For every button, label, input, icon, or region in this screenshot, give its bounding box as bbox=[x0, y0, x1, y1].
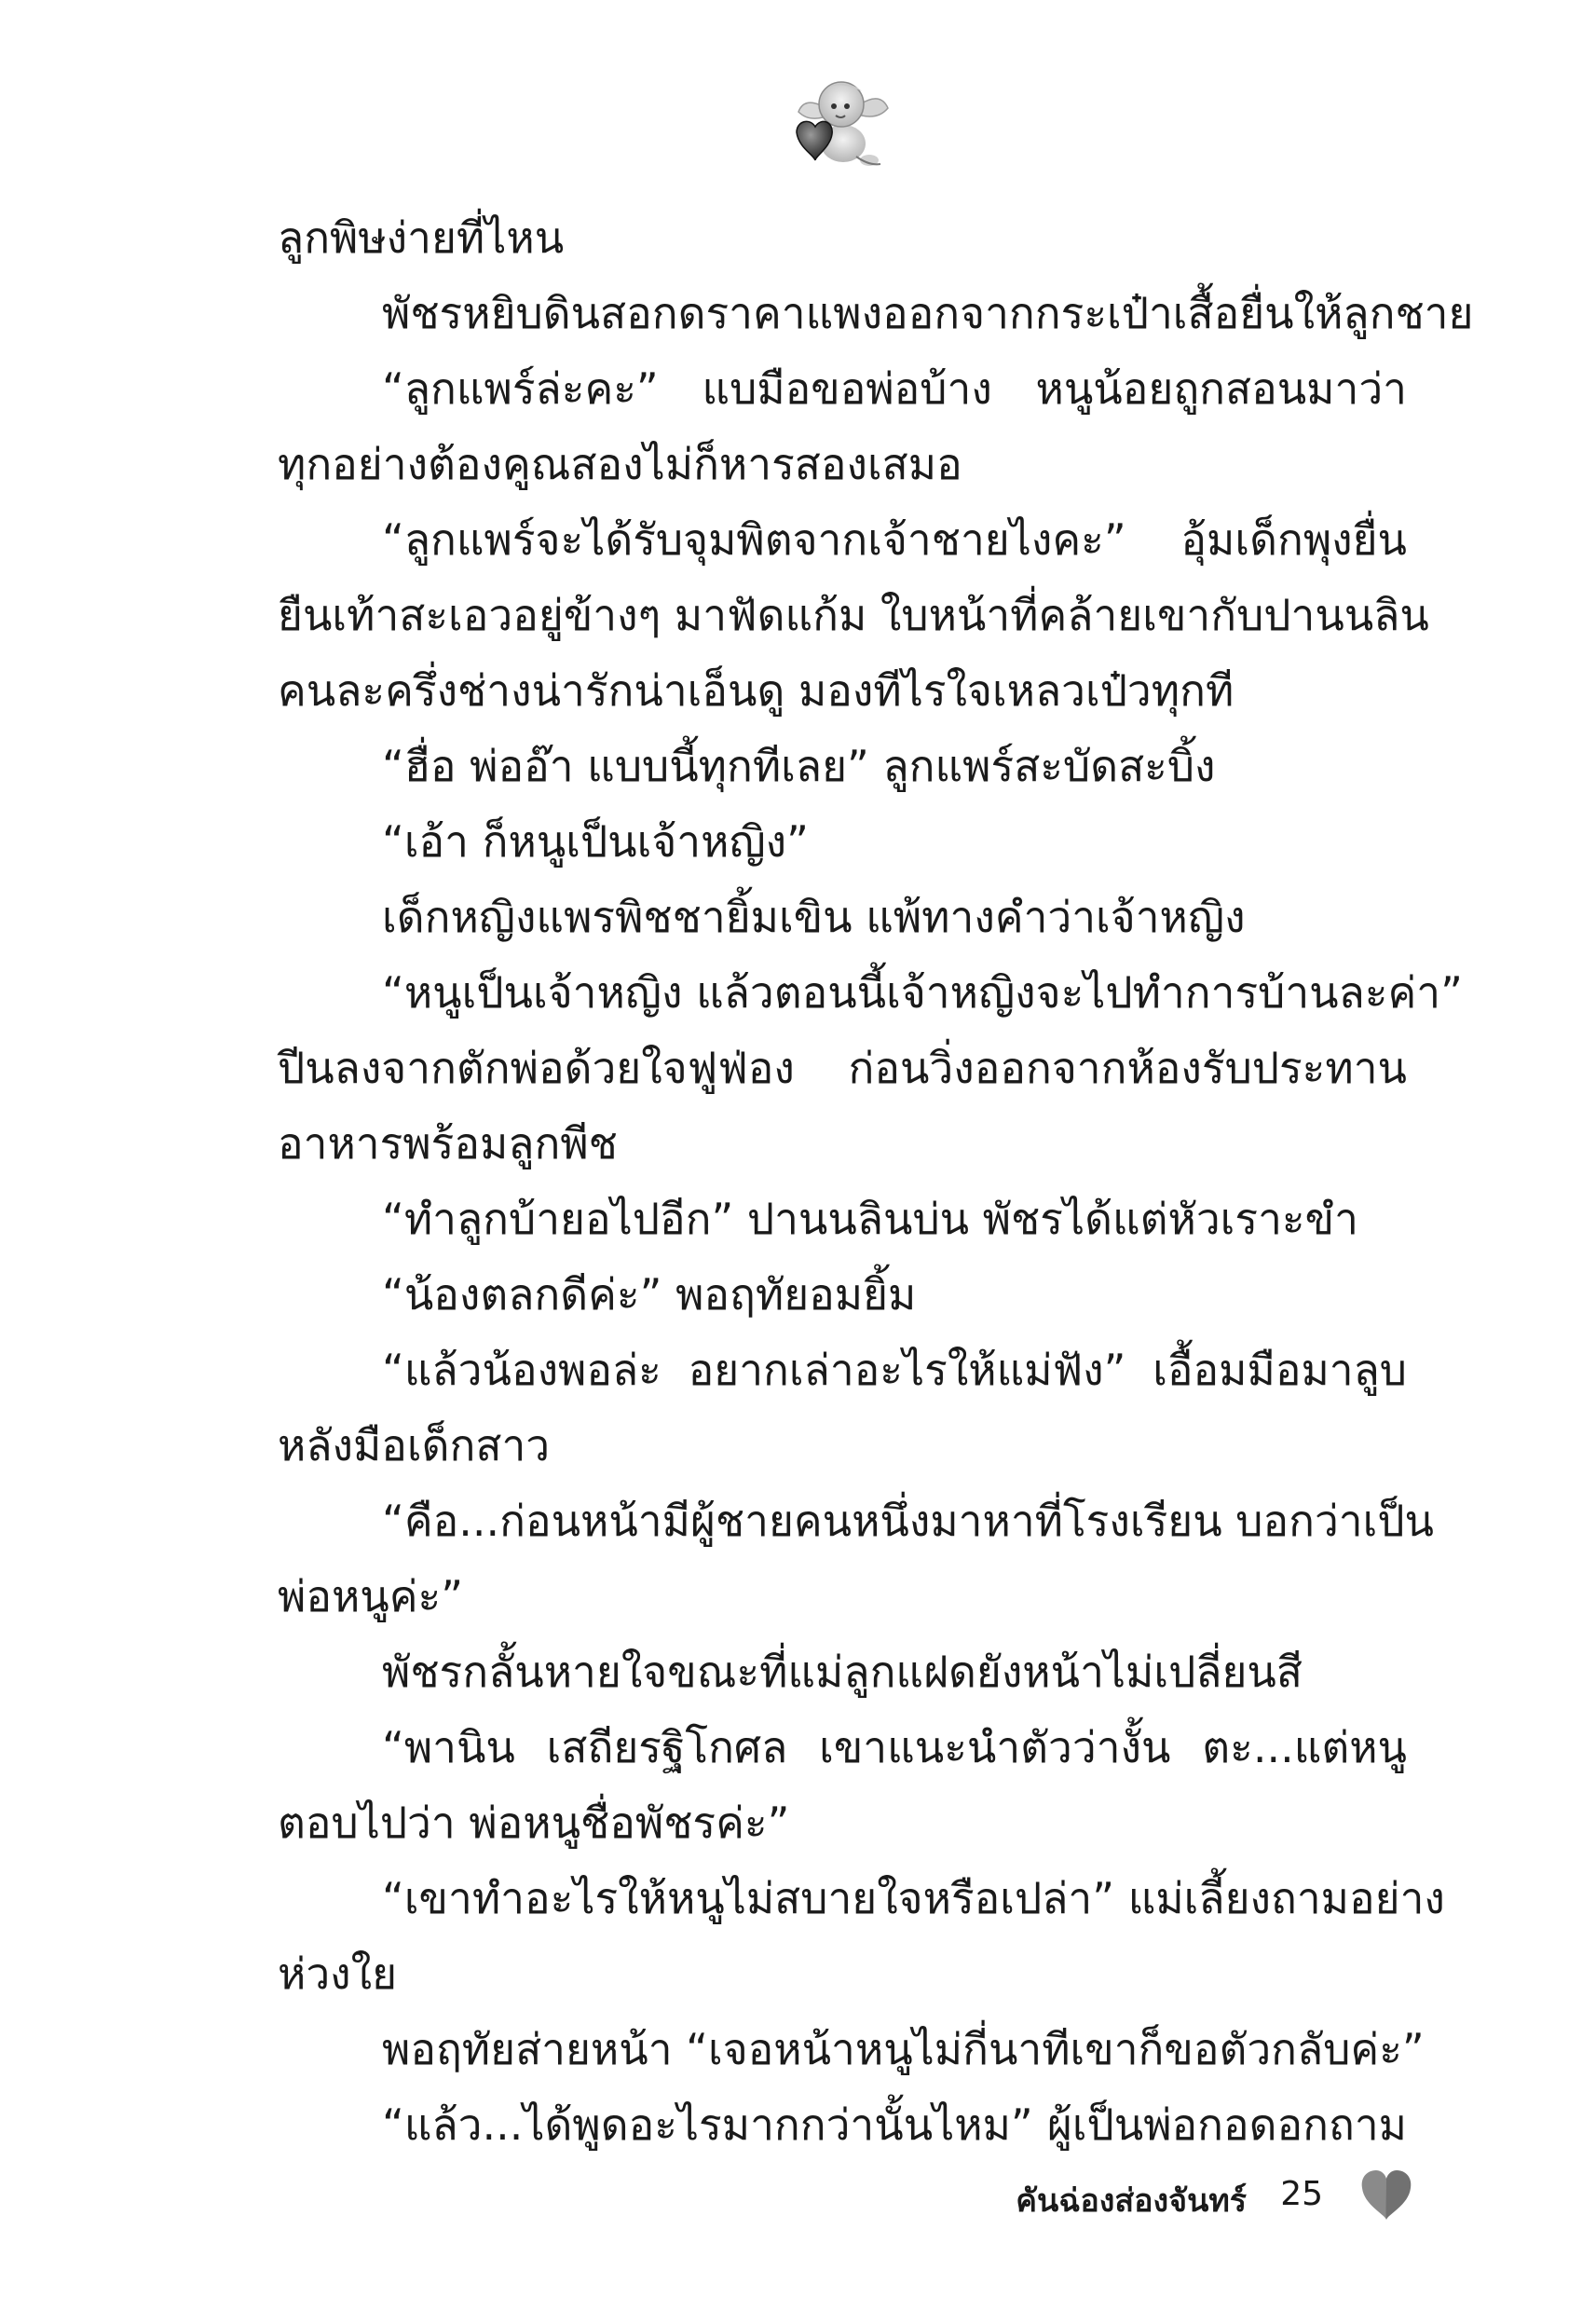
text-line: พอฤทัยส่ายหน้า “เจอหน้าหนูไม่กี่นาทีเขาก็ขอตัวกลับค่ะ” bbox=[382, 2024, 1425, 2074]
page-number: 25 bbox=[1280, 2175, 1323, 2213]
text-line: “เอ้า ก็หนูเป็นเจ้าหญิง” bbox=[382, 816, 809, 867]
text-line: ห่วงใย bbox=[278, 1949, 398, 1999]
text-line: “แล้ว...ได้พูดอะไรมากกว่านั้นไหม” ผู้เป็นพ่อกอดอกถาม bbox=[382, 2099, 1407, 2150]
text-line: “ทำลูกบ้ายอไปอีก” ปานนลินบ่น พัชรได้แต่หัวเราะขำ bbox=[382, 1194, 1358, 1244]
page-footer bbox=[932, 2167, 1416, 2242]
text-line: “พานิน เสถียรฐิโกศล เขาแนะนำตัวว่างั้น ตะ...แต่หนู bbox=[382, 1722, 1407, 1772]
text-line: พ่อหนูค่ะ” bbox=[278, 1571, 464, 1621]
text-line: ยืนเท้าสะเอวอยู่ข้างๆ มาฟัดแก้ม ใบหน้าที่คล้ายเขากับปานนลิน bbox=[278, 590, 1429, 640]
text-line: “แล้วน้องพอล่ะ อยากเล่าอะไรให้แม่ฟัง” เอื้อมมือมาลูบ bbox=[382, 1345, 1407, 1395]
heart-icon bbox=[1358, 2167, 1414, 2223]
text-line: หลังมือเด็กสาว bbox=[278, 1420, 551, 1470]
text-line: ตอบไปว่า พ่อหนูชื่อพัชรค่ะ” bbox=[278, 1798, 790, 1848]
book-title: คันฉ่องส่องจันทร์ bbox=[1016, 2182, 1247, 2220]
text-line: ลูกพิษง่ายที่ไหน bbox=[278, 212, 565, 263]
text-line: “ลูกแพร์จะได้รับจุมพิตจากเจ้าชายไงคะ” อุ้มเด็กพุงยื่น bbox=[382, 514, 1407, 565]
text-line: ปีนลงจากตักพ่อด้วยใจฟูฟ่อง ก่อนวิ่งออกจากห้องรับประทาน bbox=[278, 1043, 1407, 1093]
text-line: ทุกอย่างต้องคูณสองไม่ก็หารสองเสมอ bbox=[278, 439, 962, 489]
text-line: “เขาทำอะไรให้หนูไม่สบายใจหรือเปล่า” แม่เลี้ยงถามอย่าง bbox=[382, 1873, 1445, 1923]
body-text bbox=[278, 200, 1474, 2163]
text-line: “ลูกแพร์ล่ะคะ” แบมือขอพ่อบ้าง หนูน้อยถูกสอนมาว่า bbox=[382, 363, 1407, 414]
text-line: พัชรกลั้นหายใจขณะที่แม่ลูกแฝดยังหน้าไม่เปลี่ยนสี bbox=[382, 1647, 1303, 1697]
text-line: พัชรหยิบดินสอกดราคาแพงออกจากกระเป๋าเสื้อยื่นให้ลูกชาย bbox=[382, 288, 1474, 338]
text-line: เด็กหญิงแพรพิชชายิ้มเขิน แพ้ทางคำว่าเจ้าหญิง bbox=[382, 892, 1246, 942]
text-line: คนละครึ่งช่างน่ารักน่าเอ็นดู มองทีไรใจเหลวเป๋วทุกที bbox=[278, 665, 1235, 716]
text-line: อาหารพร้อมลูกพีช bbox=[278, 1118, 618, 1169]
text-line: “ฮื่อ พ่ออ๊า แบบนี้ทุกทีเลย” ลูกแพร์สะบัดสะบิ้ง bbox=[382, 741, 1216, 791]
text-line: “หนูเป็นเจ้าหญิง แล้วตอนนี้เจ้าหญิงจะไปทำการบ้านละค่า” bbox=[382, 967, 1463, 1018]
text-line: “คือ...ก่อนหน้ามีผู้ชายคนหนึ่งมาหาที่โรงเรียน บอกว่าเป็น bbox=[382, 1496, 1434, 1546]
text-line: “น้องตลกดีค่ะ” พอฤทัยอมยิ้ม bbox=[382, 1269, 917, 1320]
cupid-with-heart-icon bbox=[785, 67, 897, 179]
